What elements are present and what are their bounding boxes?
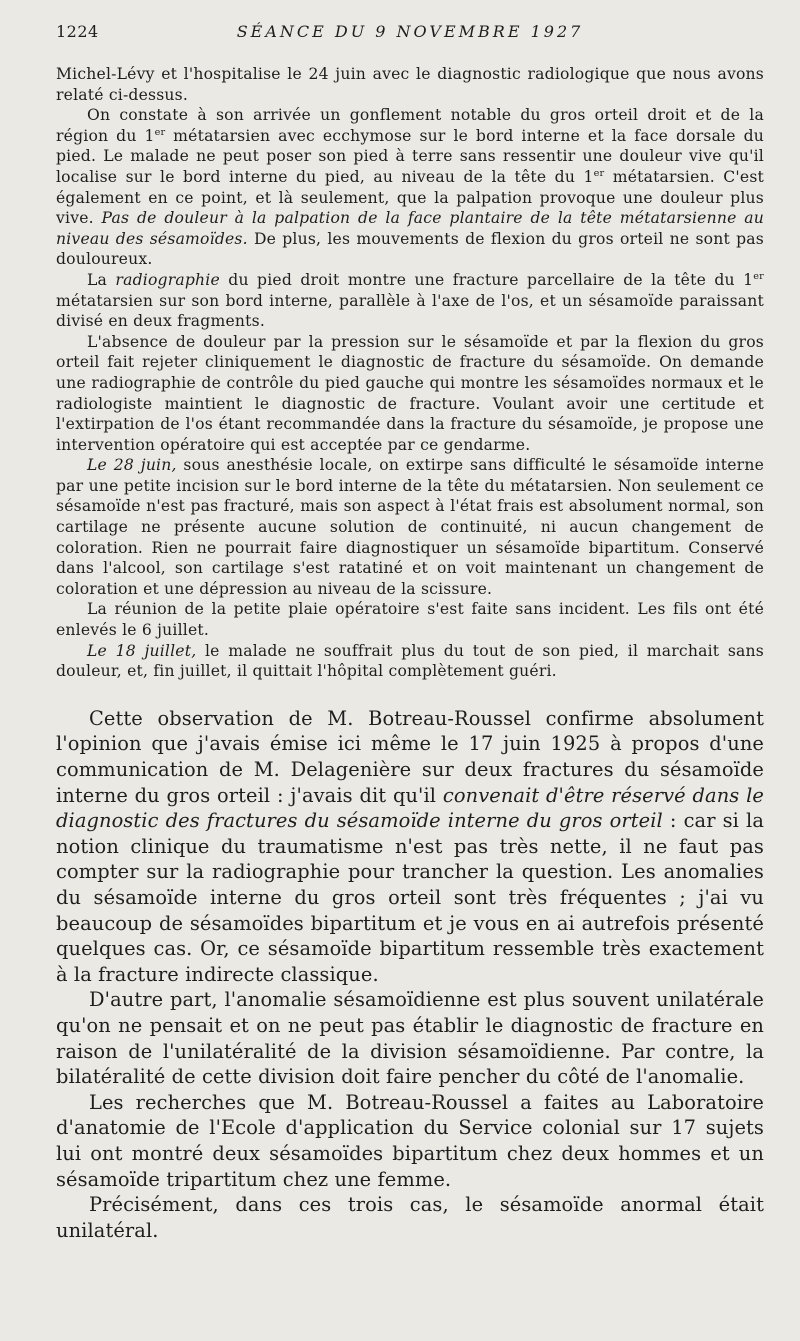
case-observation (56, 64, 764, 682)
commentary-paragraph: D'autre part, l'anomalie sésamoïdienne est plus souvent unilatérale qu'on ne pensait et on ne peut pas établir le diagnostic de fracture en raison de l'unilatéralité de la division sésamoïdienne. Par contre, la bilatéralité de cette division doit faire pencher du côté de l'anomalie. (56, 988, 764, 1089)
commentary-paragraph: Cette observation de M. Botreau-Roussel confirme absolument l'opinion que j'avais émise ici même le 17 juin 1925 à propos d'une communication de M. Delagenière sur deux fractures du sésamoïde interne du gros orteil : j'avais dit qu'il convenait d'être réservé dans le diagnostic des fractures du sésamoïde interne du gros orteil : car si la notion clinique du traumatisme n'est pas très nette, il ne faut pas compter sur la radiographie pour trancher la question. Les anomalies du sésamoïde interne du gros orteil sont très fréquentes ; j'ai vu beaucoup de sésamoïdes bipartitum et je vous en ai autrefois présenté quelques cas. Or, ce sésamoïde bipartitum ressemble très exactement à la fracture indirecte classique. (56, 706, 764, 986)
observation-paragraph: Le 18 juillet, le malade ne souffrait plus du tout de son pied, il marchait sans douleur, et, fin juillet, il quittait l'hôpital complètement guéri. (56, 641, 764, 681)
page-header (56, 18, 764, 46)
observation-paragraph: La réunion de la petite plaie opératoire s'est faite sans incident. Les fils ont été enlevés le 6 juillet. (56, 600, 764, 640)
observation-paragraph: On constate à son arrivée un gonflement notable du gros orteil droit et de la région du 1er métatarsien avec ecchymose sur le bord interne et la face dorsale du pied. Le malade ne peut poser son pied à terre sans ressentir une douleur vive qu'il localise sur le bord interne du pied, au niveau de la tête du 1er métatarsien. C'est également en ce point, et là seulement, que la palpation provoque une douleur plus vive. Pas de douleur à la palpation de la face plantaire de la tête métatarsienne au niveau des sésamoïdes. De plus, les mouvements de flexion du gros orteil ne sont pas douloureux. (56, 106, 765, 269)
observation-paragraph: Le 28 juin, sous anesthésie locale, on extirpe sans difficulté le sésamoïde interne par une petite incision sur le bord interne de la tête du métatarsien. Non seulement ce sésamoïde n'est pas fracturé, mais son aspect à l'état frais est absolument normal, son cartilage ne présente aucune solution de continuité, ni aucun changement de coloration. Rien ne pourrait faire diagnostiquer un sésamoïde bipartitum. Conservé dans l'alcool, son cartilage s'est ratatiné et on voit maintenant un changement de coloration et une dépression au niveau de la scissure. (56, 456, 765, 598)
running-head: SÉANCE DU 9 NOVEMBRE 1927 (236, 22, 584, 41)
commentary-paragraph: Précisément, dans ces trois cas, le sésamoïde anormal était unilatéral. (56, 1193, 764, 1242)
observation-paragraph: L'absence de douleur par la pression sur le sésamoïde et par la flexion du gros orteil fait rejeter cliniquement le diagnostic de fracture du sésamoïde. On demande une radiographie de contrôle du pied gauche qui montre les sésamoïdes normaux et le radiologiste maintient le diagnostic de fracture. Voulant avoir une certitude et l'extirpation de l'os étant recommandée dans la fracture du sésamoïde, je propose une intervention opératoire qui est acceptée par ce gendarme. (56, 332, 764, 454)
observation-paragraph: La radiographie du pied droit montre une fracture parcellaire de la tête du 1er métatarsien sur son bord interne, parallèle à l'axe de l'os, et un sésamoïde paraissant divisé en deux fragments. (56, 270, 764, 331)
observation-paragraph: Michel-Lévy et l'hospitalise le 24 juin avec le diagnostic radiologique que nous avons relaté ci-dessus. (56, 65, 764, 104)
page-number: 1224 (56, 22, 99, 41)
commentary-paragraph: Les recherches que M. Botreau-Roussel a faites au Laboratoire d'anatomie de l'Ecole d'application du Service colonial sur 17 sujets lui ont montré deux sésamoïdes bipartitum chez deux hommes et un sésamoïde tripartitum chez une femme. (56, 1090, 764, 1191)
commentary (56, 706, 764, 1243)
